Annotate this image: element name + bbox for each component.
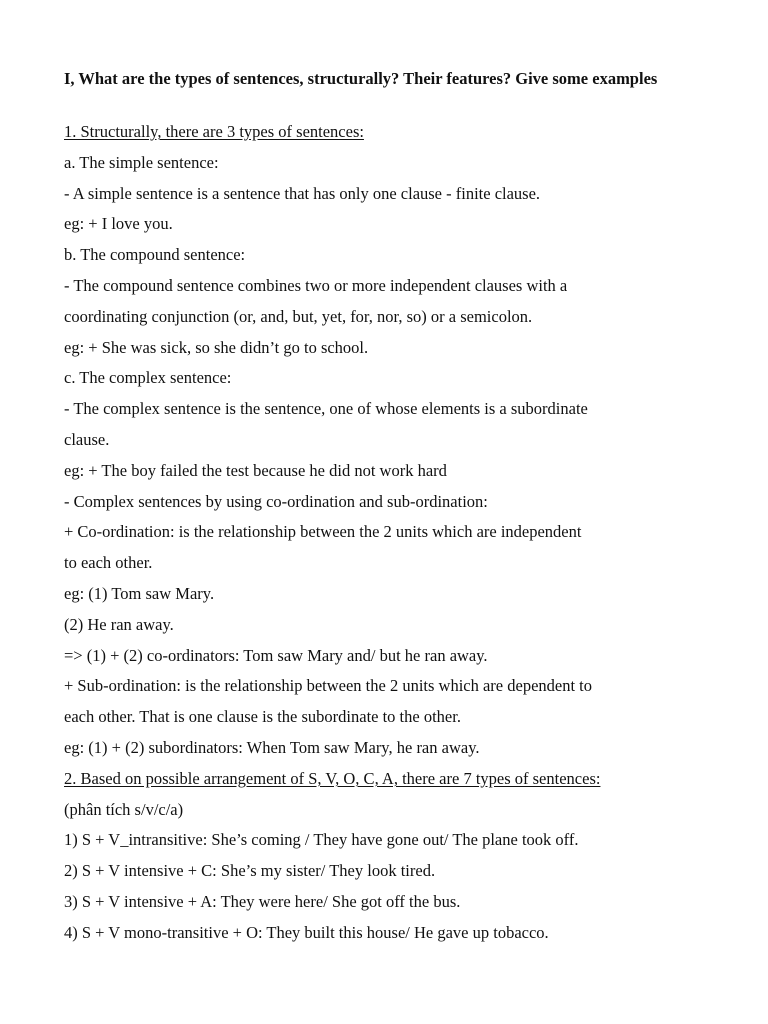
text-line: coordinating conjunction (or, and, but, yet, for, nor, so) or a semicolon.	[64, 307, 533, 326]
text-line: c. The complex sentence:	[64, 368, 232, 387]
text-line: (2) He ran away.	[64, 615, 174, 634]
text-line: to each other.	[64, 553, 153, 572]
text-line: 2) S + V intensive + C: She’s my sister/ They look tired.	[64, 861, 436, 880]
section-1-title: 1. Structurally, there are 3 types of sentences:	[64, 122, 364, 141]
text-line: (phân tích s/v/c/a)	[64, 800, 184, 819]
text-line: eg: (1) + (2) subordinators: When Tom saw Mary, he ran away.	[64, 738, 480, 757]
text-line: a. The simple sentence:	[64, 153, 219, 172]
text-line: + Co-ordination: is the relationship between the 2 units which are independent	[64, 522, 582, 541]
text-line: eg: + She was sick, so she didn’t go to school.	[64, 338, 369, 357]
text-line: 1) S + V_intransitive: She’s coming / They have gone out/ The plane took off.	[64, 830, 579, 849]
text-line: => (1) + (2) co-ordinators: Tom saw Mary and/ but he ran away.	[64, 646, 488, 665]
text-line: - The complex sentence is the sentence, one of whose elements is a subordinate	[64, 399, 588, 418]
text-line: 4) S + V mono-transitive + O: They built this house/ He gave up tobacco.	[64, 923, 549, 942]
text-line: - A simple sentence is a sentence that has only one clause - finite clause.	[64, 184, 541, 203]
text-line: - The compound sentence combines two or more independent clauses with a	[64, 276, 568, 295]
text-line: eg: + The boy failed the test because he did not work hard	[64, 461, 447, 480]
question-heading: I, What are the types of sentences, structurally? Their features? Give some examples	[64, 69, 658, 88]
text-line: 3) S + V intensive + A: They were here/ She got off the bus.	[64, 892, 461, 911]
text-line: + Sub-ordination: is the relationship between the 2 units which are dependent to	[64, 676, 593, 695]
text-line: eg: + I love you.	[64, 214, 173, 233]
text-line: - Complex sentences by using co-ordination and sub-ordination:	[64, 492, 488, 511]
text-line: eg: (1) Tom saw Mary.	[64, 584, 215, 603]
section-2-title: 2. Based on possible arrangement of S, V, O, C, A, there are 7 types of sentences:	[64, 769, 601, 788]
text-line: b. The compound sentence:	[64, 245, 246, 264]
text-line: clause.	[64, 430, 110, 449]
text-line: each other. That is one clause is the subordinate to the other.	[64, 707, 461, 726]
